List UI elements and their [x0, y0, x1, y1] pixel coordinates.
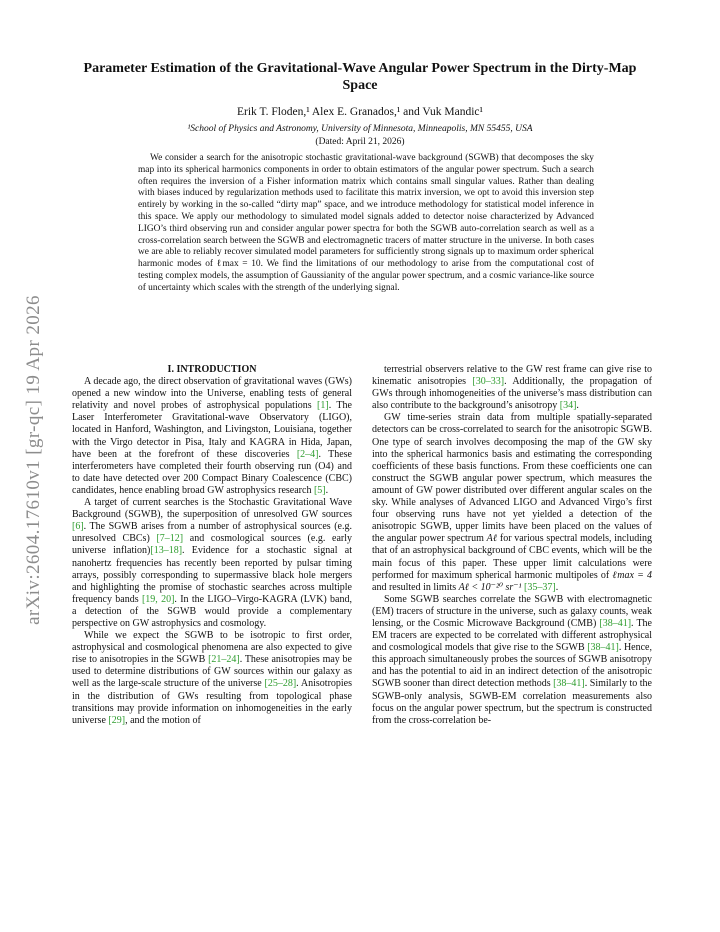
body-paragraph — [372, 364, 652, 412]
citation-link[interactable]: [21–24] — [208, 654, 240, 666]
citation-link[interactable]: [13–18] — [150, 545, 183, 557]
text-run: GW time-series strain data from multiple spatially-separated detectors can be cross-correlated to search for the anisotropic SGWB. One type of search involves decomposing the map of the GW sky into the spherical harmonics basis and estimating the corresponding coefficients of these basis functions. From these coefficients one can construct the SGWB angular power spectrum, which measures the amount of GW power distributed over different angular scales on the sky. While analyses of Advanced LIGO and Advanced Virgo’s first four observing runs have not yet yielded a detection of the anisotropic SGWB, upper limits have been placed on the values of the angular power spectrum — [372, 412, 652, 545]
citation-link[interactable]: [19, 20] — [141, 593, 175, 605]
right-column-body — [372, 364, 652, 727]
citation-link[interactable]: [38–41] — [553, 678, 585, 690]
text-run: . In the LIGO–Virgo-KAGRA (LVK) band, a detection of the SGWB would provide a complementary perspective on GW astrophysics and cosmology. — [72, 593, 352, 629]
text-run: . Similarly to the SGWB-only analysis, SGWB-EM correlation measurements also focus on the angular power spectrum, but the spectrum is constructed from the cross-correlation be- — [372, 678, 652, 726]
arxiv-identifier: arXiv:2604.17610v1 [gr-qc] 19 Apr 2026 — [23, 295, 44, 625]
text-run: and cosmological sources (e.g. early universe inflation) — [72, 533, 352, 557]
text-run: . The SGWB arises from a number of astrophysical sources (e.g. unresolved CBCs) — [72, 521, 352, 545]
text-run: . Hence, this approach simultaneously probes the sources of SGWB anisotropy and has the potential to aid in an indirect detection of the anisotropic SGWB sooner than direct detection methods — [372, 642, 652, 690]
body-paragraph — [72, 376, 352, 497]
citation-link[interactable]: [38–41] — [599, 617, 632, 629]
left-column-body — [72, 376, 352, 727]
text-run: , and the motion of — [125, 714, 201, 726]
date-line: (Dated: April 21, 2026) — [315, 137, 405, 147]
text-run: for various spectral models, including that of an astrophysical background of CBC events, which will be the main focus of this paper. These upper limit calculations were performed for maximum spherical harmonic multipoles of — [372, 533, 652, 581]
text-run: . These anisotropies may be used to determine distributions of GW sources within our galaxy as well as the large-scale structure of the universe — [72, 654, 352, 690]
text-run: While we expect the SGWB to be isotropic to first order, astrophysical and cosmological phenomena are also expected to give rise to anisotropies in the SGWB — [72, 630, 352, 666]
text-run: A target of current searches is the Stochastic Gravitational Wave Background (SGWB), the superposition of unresolved GW sources — [72, 497, 352, 521]
text-run: . These interferometers have completed their fourth observing run (O4) and to date have detected over 200 Compact Binary Coalescence (CBC) candidates, hence enabling broad GW astrophysics research — [72, 448, 352, 496]
inline-math: Aℓ < 10⁻²⁰ sr⁻¹ — [458, 581, 522, 593]
text-run: Some SGWB searches correlate the SGWB with electromagnetic (EM) tracers of structure in the universe, such as galaxy counts, weak lensing, or the Cosmic Microwave Background (CMB) — [372, 593, 652, 629]
text-run: A decade ago, the direct observation of gravitational waves (GWs) opened a new window into the Universe, enabling tests of general relativity and novel probes of astrophysical populations — [72, 376, 352, 412]
text-run: . Anisotropies in the distribution of GWs resulting from topological phase transitions may provide information on inhomogeneities in the early universe — [72, 678, 353, 726]
text-run: . — [555, 581, 559, 593]
citation-link[interactable]: [1] — [317, 400, 329, 412]
body-paragraph — [372, 594, 652, 727]
citation-link[interactable]: [2–4] — [296, 448, 319, 460]
inline-math: ℓmax = 4 — [612, 569, 652, 581]
body-paragraph — [72, 497, 352, 630]
text-run: and resulted in limits — [372, 581, 459, 593]
citation-link[interactable]: [34] — [559, 400, 577, 412]
text-run: . Evidence for a stochastic signal at nanohertz frequencies has recently been reported by pulsar timing arrays, possibly corresponding to supermassive black hole mergers and highlighting the promise of stochastic searches across multiple frequency bands — [72, 545, 352, 605]
text-run: . — [576, 400, 579, 412]
body-paragraph — [72, 630, 352, 727]
paper-title: Parameter Estimation of the Gravitational-Wave Angular Power Spectrum in the Dirty-Map Space — [83, 61, 637, 93]
text-run: . — [325, 484, 329, 496]
citation-link[interactable]: [25–28] — [264, 678, 297, 690]
text-run: . Additionally, the propagation of GWs through inhomogeneities of the universe’s mass distribution can also contribute to the background’s anisotropy — [372, 376, 652, 412]
citation-link[interactable]: [6] — [72, 521, 84, 533]
right-column — [372, 364, 652, 727]
citation-link[interactable]: [30–33] — [472, 376, 505, 388]
author-list: Erik T. Floden,¹ Alex E. Granados,¹ and Vuk Mandic¹ — [236, 106, 483, 118]
text-run: . The EM tracers are expected to be correlated with different astrophysical and cosmological models that give rise to the SGWB — [372, 617, 652, 654]
section-heading: I. INTRODUCTION — [167, 364, 257, 375]
left-column — [72, 364, 352, 727]
citation-link[interactable]: [5] — [313, 484, 326, 496]
citation-link[interactable]: [38–41] — [587, 642, 619, 654]
text-run: . The Laser Interferometer Gravitational-wave Observatory (LIGO), located in Hanford, Washington, and Livingston, Louisiana, together with the Virgo detector in Pisa, Italy and KAGRA in Hida, Japan, have been at the forefront of these discoveries — [72, 400, 352, 460]
body-paragraph — [372, 412, 652, 593]
arxiv-identifier-sidebar — [6, 200, 62, 720]
abstract: We consider a search for the anisotropic stochastic gravitational-wave background (SGWB) that decomposes the sky map into its spherical harmonics components in order to obtain estimators of the angular power spectrum. Such a search often requires the inversion of a Fisher information matrix which contains small singular values. Rather than dealing with biases induced by regularization methods used to facilitate this matrix inversion, we opt to avoid this inversion step entirely by working in the so-called “dirty map” space, and we introduce methodology for statistical model inference in this space. We apply our methodology to simulated model signals added to detector noise characterized by Advanced LIGO’s third observing run and consider angular power spectra for both the SGWB auto-correlation search as well as a cross-correlation search between the SGWB and electromagnetic tracers of matter structure in the universe. In both cases we are able to reliably recover simulated model parameters for sufficiently strong signals up to maximum order spherical harmonic modes of ℓmax = 10. We find the limitations of our methodology to arise from the computational cost of testing complex models, the assumption of Gaussianity of the angular power spectrum, and a cosmic variance-like source of uncertainty which scales with the strength of the underlying signal. — [138, 153, 594, 293]
inline-math: Aℓ — [486, 533, 498, 545]
text-run: terrestrial observers relative to the GW rest frame can give rise to kinematic anisotropies — [372, 364, 652, 388]
citation-link[interactable]: [7–12] — [156, 533, 184, 545]
citation-link[interactable]: [35–37] — [524, 581, 556, 593]
citation-link[interactable]: [29] — [108, 714, 126, 726]
affiliation: ¹School of Physics and Astronomy, University of Minnesota, Minneapolis, MN 55455, USA — [187, 124, 533, 134]
